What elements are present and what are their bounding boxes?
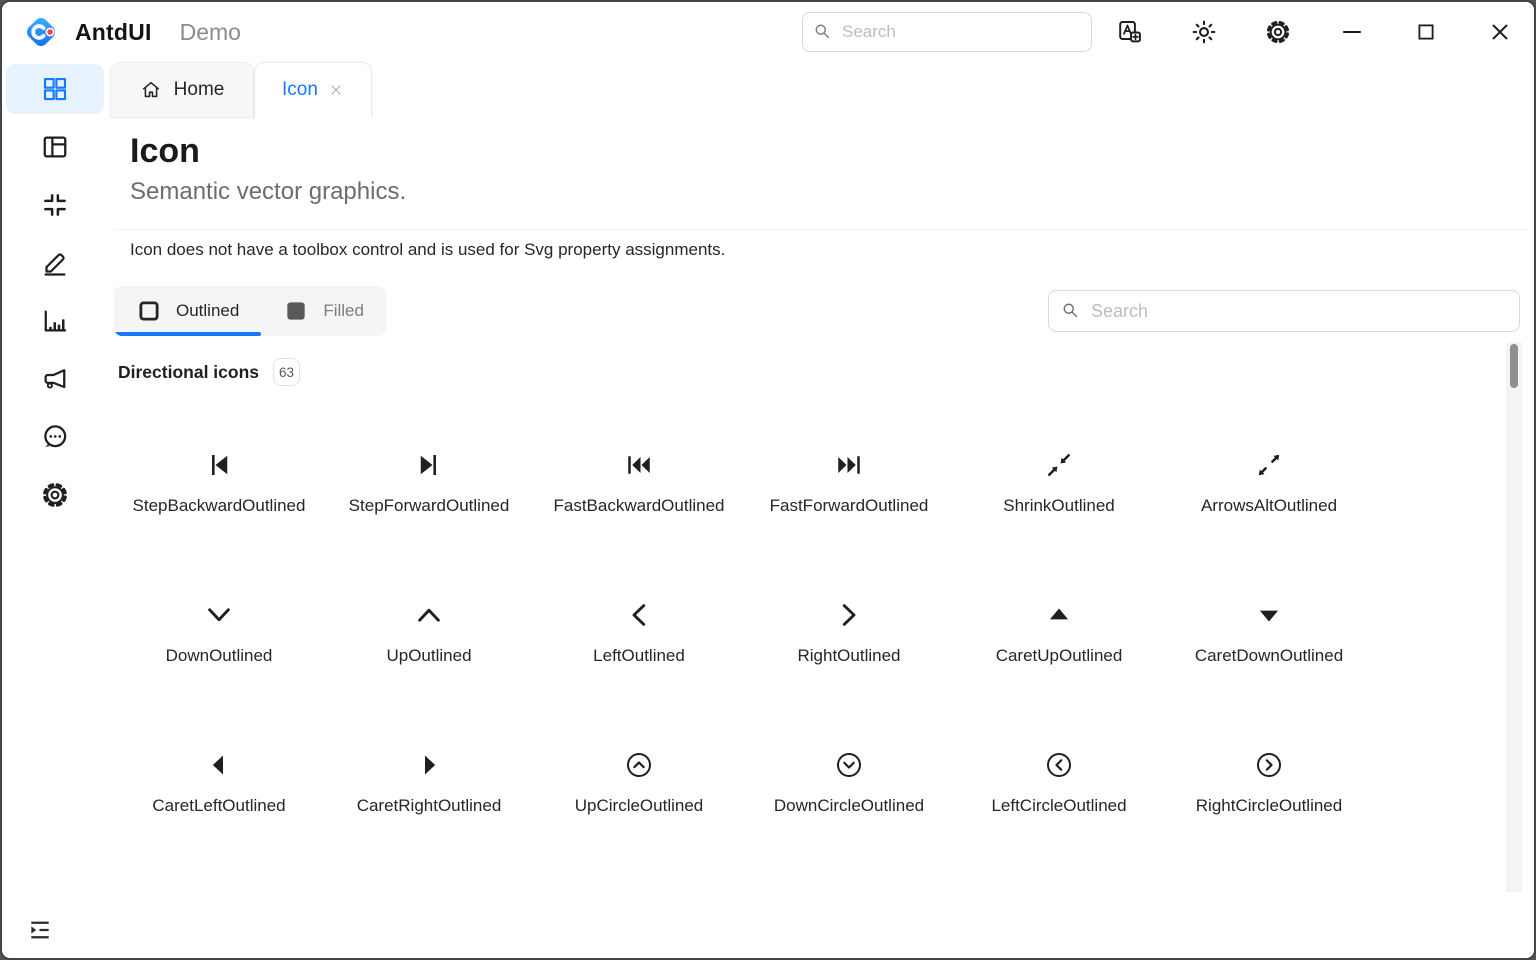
icon-name-label: FastForwardOutlined <box>769 496 929 515</box>
icon-preview <box>204 592 234 638</box>
gear-icon <box>1264 18 1292 46</box>
sidebar-item-chart[interactable] <box>6 296 104 346</box>
icon-search-input[interactable] <box>1089 300 1507 323</box>
style-tab-outlined[interactable] <box>114 286 261 336</box>
icon-name-label: ArrowsAltOutlined <box>1200 496 1338 515</box>
icon-name-label: ShrinkOutlined <box>1003 496 1115 515</box>
icon-preview <box>834 442 864 488</box>
icon-preview <box>834 742 864 788</box>
page-header <box>114 118 1528 230</box>
sidebar-item-message[interactable] <box>6 412 104 462</box>
icon-card-caret-down[interactable] <box>1164 554 1374 704</box>
icon-preview <box>1044 442 1074 488</box>
section-title: Directional icons <box>118 361 260 382</box>
maximize-icon <box>1415 21 1437 43</box>
home-icon <box>140 79 162 101</box>
caret-down-icon <box>1254 600 1284 630</box>
icon-name-label: StepBackwardOutlined <box>132 496 306 515</box>
icon-card-up[interactable] <box>324 554 534 704</box>
tab-label: Home <box>173 79 225 100</box>
icon-card-left-circle[interactable] <box>954 704 1164 854</box>
titlebar-search-input[interactable] <box>840 21 1081 43</box>
icon-card-down[interactable] <box>114 554 324 704</box>
icon-card-step-forward[interactable] <box>324 404 534 554</box>
right-circle-icon <box>1254 750 1284 780</box>
up-icon <box>414 600 444 630</box>
icon-preview <box>204 742 234 788</box>
icon-name-label: StepForwardOutlined <box>348 496 510 515</box>
app-mode-label: Demo <box>179 18 241 45</box>
icon-preview <box>834 592 864 638</box>
icon-name-label: RightOutlined <box>797 646 901 665</box>
arrows-alt-icon <box>1254 450 1284 480</box>
settings-button[interactable] <box>1263 17 1293 47</box>
fast-backward-icon <box>624 450 654 480</box>
icon-name-label: FastBackwardOutlined <box>553 496 725 515</box>
filled-style-icon <box>283 298 309 324</box>
icon-card-shrink[interactable] <box>954 404 1164 554</box>
up-circle-icon <box>624 750 654 780</box>
icon-preview <box>1254 592 1284 638</box>
close-icon <box>1488 20 1512 44</box>
icon-card-fast-backward[interactable] <box>534 404 744 554</box>
search-icon <box>813 22 833 42</box>
icon-card-step-backward[interactable] <box>114 404 324 554</box>
style-tab-filled[interactable] <box>261 286 386 336</box>
step-backward-icon <box>204 450 234 480</box>
sun-icon <box>1190 18 1218 46</box>
icon-name-label: DownOutlined <box>165 646 273 665</box>
icon-name-label: DownCircleOutlined <box>773 796 925 815</box>
icon-name-label: UpOutlined <box>386 646 472 665</box>
icon-name-label: LeftOutlined <box>593 646 685 665</box>
sidebar-item-shrink[interactable] <box>6 180 104 230</box>
page-description: Icon does not have a toolbox control and is used for Svg property assignments. <box>130 240 726 259</box>
icon-preview <box>624 442 654 488</box>
caret-right-icon <box>414 750 444 780</box>
icon-preview <box>414 442 444 488</box>
outlined-style-icon <box>136 298 162 324</box>
edit-icon <box>40 248 70 278</box>
icon-preview <box>204 442 234 488</box>
titlebar <box>2 2 1534 62</box>
message-icon <box>40 422 70 452</box>
icon-preview <box>414 592 444 638</box>
tab-close-button[interactable] <box>328 82 344 98</box>
search-icon <box>1061 301 1081 321</box>
icon-name-label: RightCircleOutlined <box>1195 796 1343 815</box>
down-icon <box>204 600 234 630</box>
icon-preview <box>1254 442 1284 488</box>
sidebar-item-layout[interactable] <box>6 122 104 172</box>
search-icon <box>813 22 833 42</box>
icon-card-down-circle[interactable] <box>744 704 954 854</box>
style-tab-label: Filled <box>323 301 364 320</box>
style-tab-label: Outlined <box>176 301 240 320</box>
app-brand: AntdUI <box>75 18 152 45</box>
translate-icon <box>1116 18 1144 46</box>
gear-icon <box>40 480 70 510</box>
icon-card-left[interactable] <box>534 554 744 704</box>
tab-close-icon <box>328 82 344 98</box>
scrollbar-track[interactable] <box>1506 342 1522 892</box>
app-logo-icon <box>22 13 60 51</box>
icon-preview <box>1044 742 1074 788</box>
icon-card-caret-up[interactable] <box>954 554 1164 704</box>
sidebar-item-edit[interactable] <box>6 238 104 288</box>
shrink-icon <box>1044 450 1074 480</box>
fast-forward-icon <box>834 450 864 480</box>
appstore-icon <box>40 74 70 104</box>
tab-icon[interactable] <box>254 62 372 118</box>
tabbar <box>108 62 1534 118</box>
app-body <box>2 62 1534 958</box>
icon-preview <box>1044 592 1074 638</box>
icon-preview <box>1254 742 1284 788</box>
page-subtitle: Semantic vector graphics. <box>130 178 407 206</box>
sidebar-item-settings[interactable] <box>6 470 104 520</box>
icon-name-label: UpCircleOutlined <box>574 796 704 815</box>
minimize-icon <box>1340 20 1364 44</box>
layout-icon <box>40 132 70 162</box>
step-forward-icon <box>414 450 444 480</box>
main-area <box>108 62 1534 958</box>
bar-chart-icon <box>40 306 70 336</box>
icon-card-caret-right[interactable] <box>324 704 534 854</box>
section-count-badge: 63 <box>273 358 300 386</box>
left-icon <box>624 600 654 630</box>
icon-card-up-circle[interactable] <box>534 704 744 854</box>
icon-preview <box>414 742 444 788</box>
section-header <box>118 358 300 386</box>
icon-name-label: CaretRightOutlined <box>356 796 502 815</box>
scrollbar-thumb[interactable] <box>1510 344 1518 388</box>
icon-name-label: CaretDownOutlined <box>1194 646 1344 665</box>
icon-card-right[interactable] <box>744 554 954 704</box>
sidebar-item-announcement[interactable] <box>6 354 104 404</box>
sidebar <box>2 62 108 958</box>
content-search <box>1048 290 1520 332</box>
caret-up-icon <box>1044 600 1074 630</box>
titlebar-search <box>802 12 1092 52</box>
icon-grid <box>114 404 1374 854</box>
page-title: Icon <box>130 132 200 170</box>
left-circle-icon <box>1044 750 1074 780</box>
icon-name-label: CaretLeftOutlined <box>152 796 286 815</box>
titlebar-actions <box>1115 2 1515 62</box>
close-button[interactable] <box>1485 17 1515 47</box>
shrink-corners-icon <box>40 190 70 220</box>
icon-name-label: CaretUpOutlined <box>995 646 1123 665</box>
right-icon <box>834 600 864 630</box>
icon-card-arrows-alt[interactable] <box>1164 404 1374 554</box>
icon-card-right-circle[interactable] <box>1164 704 1374 854</box>
active-tab-underline <box>114 332 261 336</box>
icon-preview <box>624 592 654 638</box>
theme-button[interactable] <box>1189 17 1219 47</box>
icon-preview <box>624 742 654 788</box>
tab-label: Icon <box>282 79 318 100</box>
icon-style-toggle <box>114 286 386 336</box>
page-content <box>108 118 1534 958</box>
search-icon <box>1061 301 1081 321</box>
minimize-button[interactable] <box>1337 17 1367 47</box>
caret-left-icon <box>204 750 234 780</box>
maximize-button[interactable] <box>1411 17 1441 47</box>
down-circle-icon <box>834 750 864 780</box>
icon-name-label: LeftCircleOutlined <box>991 796 1127 815</box>
sidebar-collapse-button[interactable] <box>26 916 54 944</box>
icon-card-caret-left[interactable] <box>114 704 324 854</box>
tab-home[interactable] <box>110 62 254 118</box>
font-language-button[interactable] <box>1115 17 1145 47</box>
icon-card-fast-forward[interactable] <box>744 404 954 554</box>
sidebar-item-overview[interactable] <box>6 64 104 114</box>
megaphone-icon <box>40 364 70 394</box>
menu-unfold-icon <box>27 917 53 943</box>
